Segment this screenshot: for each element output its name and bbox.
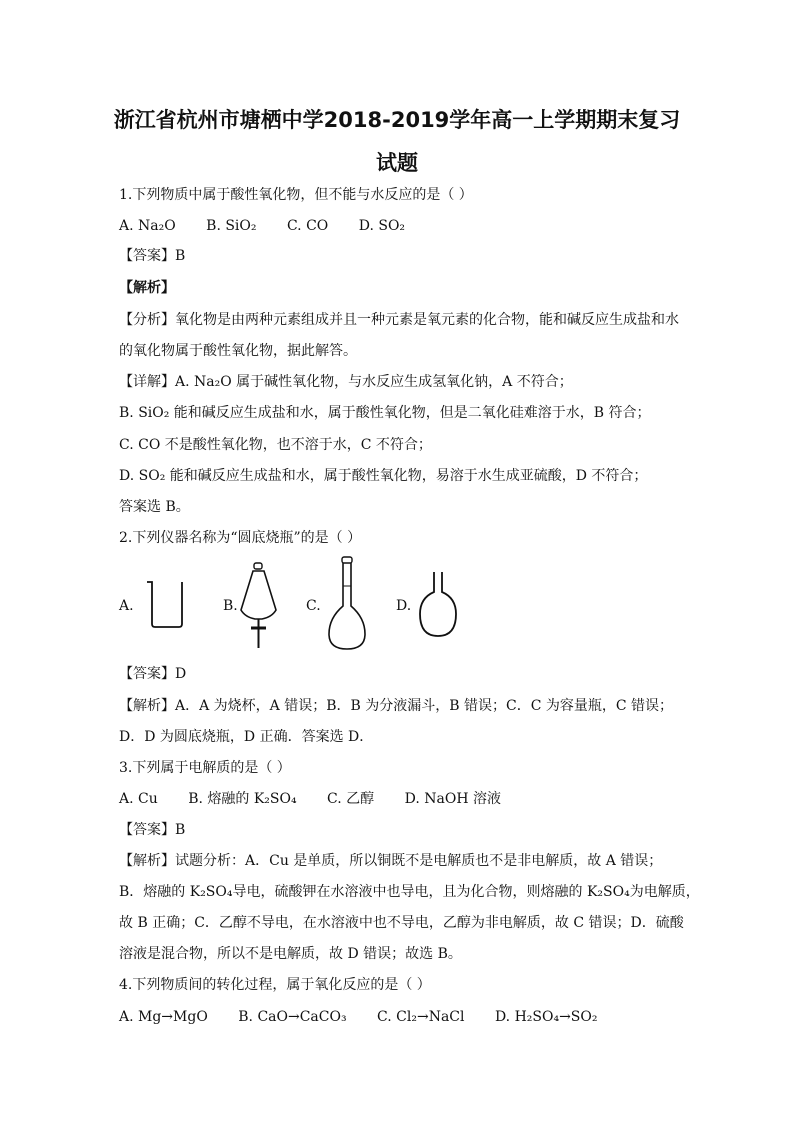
q3-option-c: C. 乙醇 xyxy=(327,791,375,807)
q1-answer: 【答案】B xyxy=(119,248,186,264)
q3-analysis-line: B．熔融的 K₂SO₄导电，硫酸钾在水溶液中也导电，且为化合物，则熔融的 K₂SO₄为电解质， xyxy=(119,884,700,900)
volumetric-flask-icon xyxy=(325,556,369,652)
q1-analysis-line: B. SiO₂ 能和碱反应生成盐和水，属于酸性氧化物，但是二氧化硅难溶于水，B 符合； xyxy=(119,405,651,421)
q3-stem: 3.下列属于电解质的是（ ） xyxy=(119,760,291,776)
separatory-funnel-icon xyxy=(239,562,279,652)
q4-option-c: C. Cl₂→NaCl xyxy=(377,1009,465,1025)
q2-label-d: D. xyxy=(396,598,412,614)
q2-label-b: B. xyxy=(223,598,238,614)
q3-option-a: A. Cu xyxy=(119,791,158,807)
q1-analysis-line: D. SO₂ 能和碱反应生成盐和水，属于酸性氧化物，易溶于水生成亚硫酸，D 不符合； xyxy=(119,468,648,484)
q3-analysis-line: 故 B 正确；C．乙醇不导电，在水溶液中也不导电，乙醇为非电解质，故 C 错误；D．硫酸 xyxy=(119,915,684,931)
q3-option-d: D. NaOH 溶液 xyxy=(404,791,501,807)
q1-option-c: C. CO xyxy=(286,218,329,234)
q2-stem: 2.下列仪器名称为“圆底烧瓶”的是（ ） xyxy=(119,530,362,546)
q3-options xyxy=(119,789,527,809)
q1-analysis-head: 【解析】 xyxy=(119,280,175,296)
q1-options xyxy=(119,216,431,236)
q1-option-b: B. SiO₂ xyxy=(206,218,257,234)
q3-analysis-line: 【解析】试题分析：A．Cu 是单质，所以铜既不是电解质也不是非电解质，故 A 错误； xyxy=(119,853,663,869)
q1-analysis-line: 【详解】A. Na₂O 属于碱性氧化物，与水反应生成氢氧化钠，A 不符合； xyxy=(119,374,573,390)
q1-analysis-line: 答案选 B。 xyxy=(119,499,190,515)
q3-answer: 【答案】B xyxy=(119,822,186,838)
q1-stem: 1.下列物质中属于酸性氧化物，但不能与水反应的是（ ） xyxy=(119,187,473,203)
q1-analysis-line: C. CO 不是酸性氧化物，也不溶于水，C 不符合； xyxy=(119,437,432,453)
beaker-icon xyxy=(145,578,189,630)
q2-analysis-line: D．D 为圆底烧瓶，D 正确．答案选 D． xyxy=(119,729,374,745)
q2-label-c: C. xyxy=(306,598,321,614)
q1-option-d: D. SO₂ xyxy=(358,218,406,234)
q4-option-d: D. H₂SO₄→SO₂ xyxy=(494,1009,598,1025)
q3-analysis-line: 溶液是混合物，所以不是电解质，故 D 错误；故选 B。 xyxy=(119,946,462,962)
q3-option-b: B. 熔融的 K₂SO₄ xyxy=(188,791,297,807)
q4-stem: 4.下列物质间的转化过程，属于氧化反应的是（ ） xyxy=(119,977,431,993)
q4-option-a: A. Mg→MgO xyxy=(119,1009,208,1025)
title-line-2: 试题 xyxy=(376,151,418,175)
q1-option-a: A. Na₂O xyxy=(119,218,176,234)
q2-label-a: A. xyxy=(119,598,134,614)
q2-answer: 【答案】D xyxy=(119,666,187,682)
q4-options xyxy=(119,1007,623,1027)
q4-option-b: B. CaO→CaCO₃ xyxy=(238,1009,347,1025)
round-bottom-flask-icon xyxy=(417,570,459,640)
q1-analysis-line: 【分析】氧化物是由两种元素组成并且一种元素是氧元素的化合物，能和碱反应生成盐和水 xyxy=(119,312,679,328)
q2-figure-row xyxy=(119,560,679,655)
q2-analysis-line: 【解析】A．A 为烧杯，A 错误；B．B 为分液漏斗，B 错误；C．C 为容量瓶，C 错误； xyxy=(119,698,674,714)
q1-analysis-line: 的氧化物属于酸性氧化物，据此解答。 xyxy=(119,343,357,359)
title-line-1: 浙江省杭州市塘栖中学2018-2019学年高一上学期期末复习 xyxy=(113,108,681,132)
